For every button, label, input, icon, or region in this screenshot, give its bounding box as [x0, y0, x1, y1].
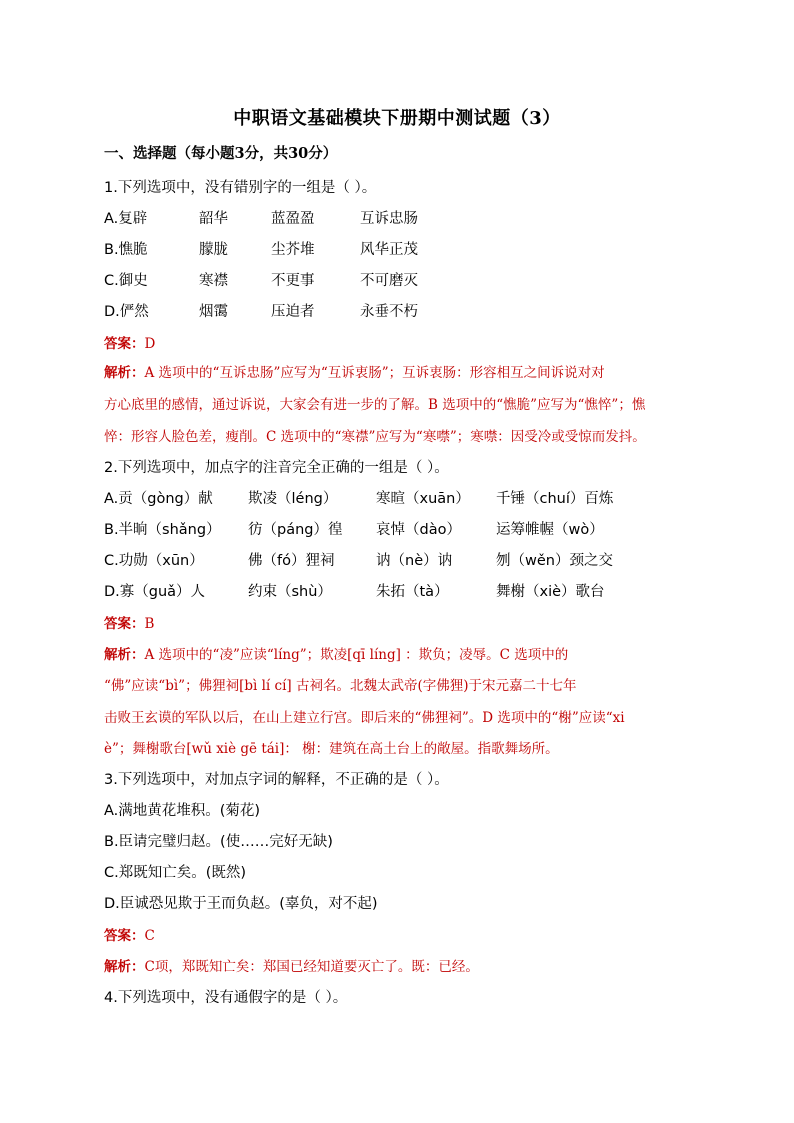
option-cell: 不更事 — [271, 273, 315, 289]
question-2-analysis-line: “佛”应读“bì”；佛狸祠[bì lí cí] 古祠名。北魏太武帝(字佛狸)于宋元嘉二十七年 — [104, 678, 577, 694]
question-4-stem: 4.下列选项中，没有通假字的是（ ）。 — [104, 990, 348, 1006]
option-cell: 彷（páng）徨 — [248, 522, 343, 538]
analysis-text: A 选项中的“互诉忠肠”应写为“互诉衷肠”；互诉衷肠：形容相互之间诉说对对 — [144, 365, 605, 381]
answer-value: C — [144, 928, 155, 944]
answer-value: B — [144, 616, 155, 632]
analysis-label: 解析： — [104, 959, 145, 975]
question-2-stem: 2.下列选项中，加点字的注音完全正确的一组是（ ）。 — [104, 460, 449, 476]
option-cell: A.复辟 — [104, 211, 148, 227]
question-3-option: A.满地黄花堆积。(菊花) — [104, 803, 261, 819]
question-3-option: C.郑既知亡矣。(既然) — [104, 865, 247, 881]
option-cell: D.寡（guǎ）人 — [104, 584, 206, 600]
question-1-stem: 1.下列选项中，没有错别字的一组是（ ）。 — [104, 180, 377, 196]
option-cell: 寒襟 — [199, 273, 228, 289]
question-3-analysis-line — [104, 955, 724, 975]
option-cell: B.憔脆 — [104, 242, 148, 258]
question-3-option: B.臣请完璧归赵。(使……完好无缺) — [104, 834, 333, 850]
option-cell: 约束（shù） — [248, 584, 332, 600]
page-title: 中职语文基础模块下册期中测试题（3） — [233, 108, 561, 129]
option-cell: 寒暄（xuān） — [376, 491, 470, 507]
option-cell: 舞榭（xiè）歌台 — [496, 584, 605, 600]
analysis-label: 解析： — [104, 365, 145, 381]
option-cell: 朱拓（tà） — [376, 584, 449, 600]
question-2-analysis-line: 击败王玄谟的军队以后，在山上建立行宫。即后来的“佛狸祠”。D 选项中的“榭”应读“xi — [104, 710, 625, 726]
analysis-text: A 选项中的“凌”应读“líng”；欺凌[qī líng] ：欺负；凌辱。C 选项中的 — [144, 647, 569, 663]
option-cell: 互诉忠肠 — [360, 211, 418, 227]
option-cell: 千锤（chuí）百炼 — [496, 491, 614, 507]
option-cell: 不可磨灭 — [360, 273, 418, 289]
answer-label: 答案： — [104, 928, 145, 944]
option-cell: 讷（nè）讷 — [376, 553, 453, 569]
option-cell: 烟霭 — [199, 304, 228, 320]
option-cell: B.半晌（shǎng） — [104, 522, 221, 538]
answer-value: D — [144, 336, 156, 352]
option-cell: C.功勋（xūn） — [104, 553, 204, 569]
option-cell: 哀悼（dào） — [376, 522, 461, 538]
answer-label: 答案： — [104, 616, 145, 632]
question-2-analysis-line: è”；舞榭歌台[wǔ xiè gē tái]： 榭：建筑在高土台上的敞屋。指歌舞场所。 — [104, 741, 559, 757]
option-cell: 佛（fó）狸祠 — [248, 553, 335, 569]
option-cell: 运筹帷幄（wò） — [496, 522, 604, 538]
option-cell: 尘芥堆 — [271, 242, 315, 258]
question-3-answer — [104, 924, 155, 944]
question-3-option: D.臣诚恐见欺于王而负赵。(辜负，对不起) — [104, 896, 378, 912]
question-2-analysis-line — [104, 643, 724, 663]
option-cell: 压迫者 — [271, 304, 315, 320]
option-cell: 蓝盈盈 — [271, 211, 315, 227]
option-cell: 刎（wěn）颈之交 — [496, 553, 613, 569]
option-cell: 永垂不朽 — [360, 304, 418, 320]
answer-label: 答案： — [104, 336, 145, 352]
option-cell: 欺凌（léng） — [248, 491, 338, 507]
option-cell: C.御史 — [104, 273, 148, 289]
question-2-answer — [104, 612, 154, 632]
option-cell: 韶华 — [199, 211, 228, 227]
question-1-analysis-line: 方心底里的感情，通过诉说，大家会有进一步的了解。B 选项中的“憔脆”应写为“憔悴”；憔 — [104, 397, 646, 413]
question-1-analysis-line: 悴：形容人脸色差，瘦削。C 选项中的“寒襟”应写为“寒噤”；寒噤：因受冷或受惊而发抖。 — [104, 429, 646, 445]
question-3-stem: 3.下列选项中，对加点字词的解释，不正确的是（ ）。 — [104, 772, 449, 788]
analysis-label: 解析： — [104, 647, 145, 663]
option-cell: 朦胧 — [199, 242, 228, 258]
option-cell: 风华正茂 — [360, 242, 418, 258]
option-cell: D.俨然 — [104, 304, 149, 320]
question-1-answer — [104, 332, 155, 352]
option-cell: A.贡（gòng）献 — [104, 491, 213, 507]
analysis-text: C项，郑既知亡矣：郑国已经知道要灭亡了。既：已经。 — [144, 959, 479, 975]
section-heading: 一、选择题（每小题3分，共30分） — [104, 145, 338, 162]
question-1-analysis-line — [104, 361, 724, 381]
